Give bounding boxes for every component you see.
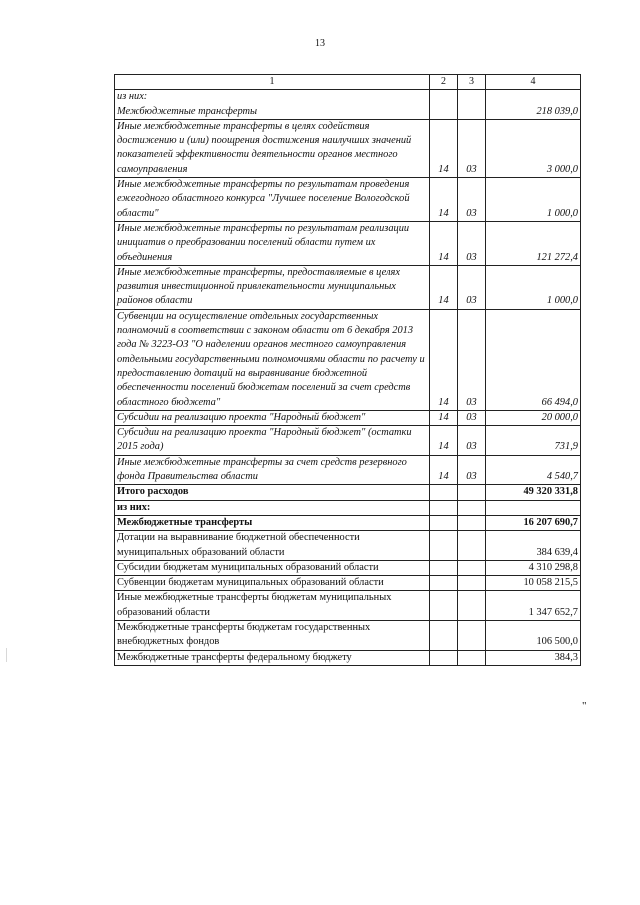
table-row bbox=[115, 531, 581, 561]
row-name: Межбюджетные трансферты bbox=[115, 105, 430, 120]
transfers-row bbox=[115, 515, 581, 530]
row-amount: 10 058 215,5 bbox=[486, 576, 581, 591]
row-name: Дотации на выравнивание бюджетной обеспеченности муниципальных образований области bbox=[115, 531, 430, 561]
row-name: Субсидии на реализацию проекта "Народный бюджет" (остатки 2015 года) bbox=[115, 426, 430, 456]
row-section: 14 bbox=[430, 178, 458, 222]
row-name: Иные межбюджетные трансферты за счет средств резервного фонда Правительства области bbox=[115, 455, 430, 485]
row-subsection: 03 bbox=[458, 410, 486, 425]
row-section: 14 bbox=[430, 265, 458, 309]
header-row bbox=[115, 75, 581, 90]
row-subsection bbox=[458, 105, 486, 120]
total-sub-row bbox=[115, 500, 581, 515]
total-amount: 49 320 331,8 bbox=[486, 485, 581, 500]
table-row bbox=[115, 426, 581, 456]
table-row bbox=[115, 591, 581, 621]
row-section bbox=[430, 90, 458, 105]
row-name: Субсидии на реализацию проекта "Народный бюджет" bbox=[115, 410, 430, 425]
row-subsection: 03 bbox=[458, 455, 486, 485]
row-amount: 1 000,0 bbox=[486, 178, 581, 222]
row-amount: 106 500,0 bbox=[486, 620, 581, 650]
row-amount: 4 540,7 bbox=[486, 455, 581, 485]
row-subsection: 03 bbox=[458, 426, 486, 456]
transfers-amount: 16 207 690,7 bbox=[486, 515, 581, 530]
table-row bbox=[115, 410, 581, 425]
row-subsection: 03 bbox=[458, 178, 486, 222]
row-amount: 20 000,0 bbox=[486, 410, 581, 425]
row-section: 14 bbox=[430, 426, 458, 456]
row-subsection bbox=[458, 90, 486, 105]
row-subsection: 03 bbox=[458, 309, 486, 410]
table-row bbox=[115, 221, 581, 265]
page-number: 13 bbox=[315, 38, 325, 49]
row-amount: 1 347 652,7 bbox=[486, 591, 581, 621]
row-section bbox=[430, 105, 458, 120]
row-amount bbox=[486, 90, 581, 105]
transfers-label: Межбюджетные трансферты bbox=[115, 515, 430, 530]
table-row bbox=[115, 650, 581, 665]
row-amount: 4 310 298,8 bbox=[486, 560, 581, 575]
table-row bbox=[115, 455, 581, 485]
row-name: Межбюджетные трансферты федеральному бюджету bbox=[115, 650, 430, 665]
row-section: 14 bbox=[430, 410, 458, 425]
total-row bbox=[115, 485, 581, 500]
table-row bbox=[115, 178, 581, 222]
closing-quote: " bbox=[582, 700, 587, 712]
row-section: 14 bbox=[430, 221, 458, 265]
row-subsection: 03 bbox=[458, 265, 486, 309]
row-amount: 384 639,4 bbox=[486, 531, 581, 561]
row-name: Иные межбюджетные трансферты по результатам реализации инициатив о преобразовании поселений области путем их объединения bbox=[115, 221, 430, 265]
row-name: Иные межбюджетные трансферты по результатам проведения ежегодного областного конкурса "Лучшее поселение Вологодской области" bbox=[115, 178, 430, 222]
total-label: Итого расходов bbox=[115, 485, 430, 500]
header-col-2: 2 bbox=[430, 75, 458, 90]
row-amount: 121 272,4 bbox=[486, 221, 581, 265]
row-name: Субсидии бюджетам муниципальных образований области bbox=[115, 560, 430, 575]
header-col-4: 4 bbox=[486, 75, 581, 90]
row-name: Иные межбюджетные трансферты бюджетам муниципальных образований области bbox=[115, 591, 430, 621]
row-name: Субвенции бюджетам муниципальных образований области bbox=[115, 576, 430, 591]
row-section: 14 bbox=[430, 455, 458, 485]
row-amount: 3 000,0 bbox=[486, 119, 581, 177]
table-row bbox=[115, 265, 581, 309]
row-subsection: 03 bbox=[458, 221, 486, 265]
row-name: Субвенции на осуществление отдельных государственных полномочий в соответствии с законом области от 6 декабря 2013 года № 3223-ОЗ "О наделении органов местного самоуправления отдельными государственными полномочиями области по расчету и предоставлению дотаций на выравнивание бюджетной обеспеченности поселений бюджетам поселений за счет средств областного бюджета" bbox=[115, 309, 430, 410]
header-col-1: 1 bbox=[115, 75, 430, 90]
table-row bbox=[115, 309, 581, 410]
row-amount: 1 000,0 bbox=[486, 265, 581, 309]
table-row bbox=[115, 105, 581, 120]
row-subsection: 03 bbox=[458, 119, 486, 177]
row-name: Межбюджетные трансферты бюджетам государственных внебюджетных фондов bbox=[115, 620, 430, 650]
row-name: Иные межбюджетные трансферты в целях содействия достижению и (или) поощрения достижения наилучших значений показателей эффективности деятельности органов местного самоуправления bbox=[115, 119, 430, 177]
header-col-3: 3 bbox=[458, 75, 486, 90]
budget-table bbox=[114, 74, 581, 666]
table-row bbox=[115, 576, 581, 591]
row-name: Иные межбюджетные трансферты, предоставляемые в целях развития инвестиционной привлекательности муниципальных районов области bbox=[115, 265, 430, 309]
row-name: из них: bbox=[115, 90, 430, 105]
scan-mark bbox=[6, 648, 7, 662]
row-amount: 731,9 bbox=[486, 426, 581, 456]
row-amount: 66 494,0 bbox=[486, 309, 581, 410]
row-amount: 384,3 bbox=[486, 650, 581, 665]
row-section: 14 bbox=[430, 309, 458, 410]
row-section: 14 bbox=[430, 119, 458, 177]
table-row bbox=[115, 560, 581, 575]
row-amount: 218 039,0 bbox=[486, 105, 581, 120]
total-sub-label: из них: bbox=[115, 500, 430, 515]
table-row bbox=[115, 90, 581, 105]
table-row bbox=[115, 620, 581, 650]
table-row bbox=[115, 119, 581, 177]
